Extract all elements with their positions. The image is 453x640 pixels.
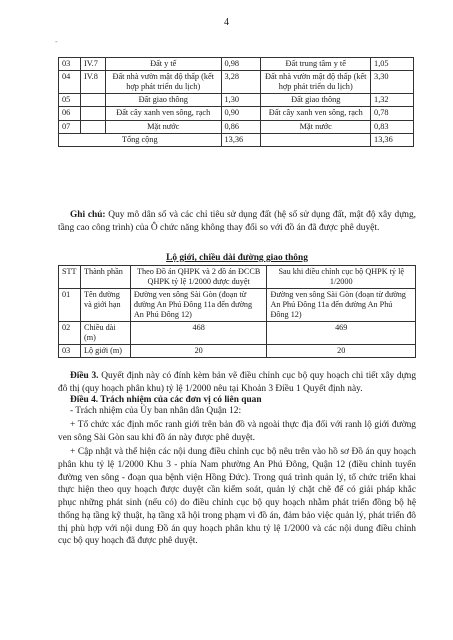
note-paragraph — [58, 209, 416, 235]
row-approved-name: Đất nhà vườn mật độ thấp (kết hợp phát triển du lịch) — [105, 71, 221, 94]
article-3-label: Điều 3. — [70, 371, 99, 381]
header-adjusted-plan: Sau khi điều chỉnh cục bộ QHPK tỷ lệ 1/2000 — [267, 266, 416, 289]
row-component: Lộ giới (m) — [80, 345, 130, 358]
row-adjusted-value: 1,32 — [371, 94, 414, 107]
row-approved-value: 468 — [130, 322, 267, 345]
road-table — [58, 265, 416, 358]
row-adjusted-value: 3,30 — [371, 71, 414, 94]
row-stt: 03 — [59, 345, 81, 358]
row-approved-value: 0,86 — [221, 120, 261, 133]
row-adjusted-value: 0,83 — [371, 120, 414, 133]
total-empty-cell — [261, 133, 371, 146]
header-approved-plan: Theo Đồ án QHPK và 2 đồ án ĐCCB QHPK tỷ lệ 1/2000 được duyệt — [130, 266, 267, 289]
table-row — [59, 289, 416, 322]
road-table-header-row — [59, 266, 416, 289]
row-stt: 02 — [59, 322, 81, 345]
row-approved-name: Đất giao thông — [105, 94, 221, 107]
row-adjusted-name: Đất giao thông — [261, 94, 371, 107]
road-section-title: Lộ giới, chiều dài đường giao thông — [166, 253, 308, 263]
row-stt: 04 — [59, 71, 81, 94]
land-use-table — [58, 57, 414, 147]
row-approved-name: Đất cây xanh ven sông, rạch — [105, 107, 221, 120]
row-adjusted-name: Đất nhà vườn mật độ thấp (kết hợp phát triển du lịch) — [261, 71, 371, 94]
row-adjusted-value: 1,05 — [371, 58, 414, 71]
table-row — [59, 58, 414, 71]
row-component: Tên đường và giới hạn — [80, 289, 130, 322]
row-adjusted-name: Đất cây xanh ven sông, rạch — [261, 107, 371, 120]
row-code: IV.7 — [80, 58, 105, 71]
row-approved-name: Mặt nước — [105, 120, 221, 133]
row-code — [80, 120, 105, 133]
row-adjusted-value: 469 — [267, 322, 416, 345]
row-adjusted-name: Đất trung tâm y tế — [261, 58, 371, 71]
row-code — [80, 107, 105, 120]
row-code — [80, 94, 105, 107]
row-approved-value: 0,90 — [221, 107, 261, 120]
note-label: Ghi chú: — [70, 210, 106, 220]
table-row — [59, 71, 414, 94]
row-approved-value: Đường ven sông Sài Gòn (đoạn từ đường An Phú Đông 11a đến đường An Phú Đông 12) — [130, 289, 267, 322]
article-4-item-1: - Trách nhiệm của Ủy ban nhân dân Quận 12: — [70, 406, 242, 416]
article-3-paragraph — [58, 370, 416, 396]
total-approved-value: 13,36 — [221, 133, 261, 146]
article-4-item-2: + Tổ chức xác định mốc ranh giới trên bản đồ và ngoài thực địa đối với ranh lộ giới đường ven sông Sài Gòn sau khi đồ án này được phê duyệt. — [58, 420, 416, 443]
row-stt: 05 — [59, 94, 81, 107]
row-adjusted-value: 0,78 — [371, 107, 414, 120]
row-stt: 07 — [59, 120, 81, 133]
row-approved-value: 0,98 — [221, 58, 261, 71]
row-adjusted-name: Mặt nước — [261, 120, 371, 133]
article-4-item-3: + Cập nhật và thể hiện các nội dung điều chỉnh cục bộ nêu trên vào hồ sơ Đồ án quy hoạch phân khu tỷ lệ 1/2000 Khu 3 - phía Nam phường An Phú Đông, Quận 12 (điều chỉnh tuyến đường ven sông - đoạn qua bệnh viện Hồng Đức). Trong quá trình quản lý, tổ chức triển khai thực hiện theo quy hoạch được duyệt cần kiểm soát, quản lý chặt chẽ để có giải pháp khắc phục những phát sinh (nếu có) do điều chỉnh cục bộ quy hoạch nhằm phát triển đồng bộ hệ thống hạ tầng kỹ thuật, hạ tầng xã hội trong phạm vi đồ án, đảm bảo việc quản lý, phát triển đô thị phù hợp với nội dung Đồ án quy hoạch phân khu tỷ lệ 1/2000 và các nội dung điều chỉnh cục bộ quy hoạch đã được phê duyệt. — [58, 447, 416, 547]
row-component: Chiều dài (m) — [80, 322, 130, 345]
row-stt: 03 — [59, 58, 81, 71]
table-row — [59, 345, 416, 358]
land-use-table-body — [59, 58, 414, 147]
row-adjusted-value: 20 — [267, 345, 416, 358]
table-total-row — [59, 133, 414, 146]
table-row — [59, 107, 414, 120]
row-stt: 06 — [59, 107, 81, 120]
total-label: Tổng cộng — [59, 133, 222, 146]
table-row — [59, 94, 414, 107]
table-row — [59, 120, 414, 133]
page-number: 4 — [224, 17, 229, 28]
header-component: Thành phần — [80, 266, 130, 289]
table-row — [59, 322, 416, 345]
scan-mark: - — [55, 37, 58, 46]
row-approved-value: 1,30 — [221, 94, 261, 107]
article-3-text: Quyết định này có đính kèm bản vẽ điều chỉnh cục bộ quy hoạch chi tiết xây dựng đô thị (quy hoạch phân khu) tỷ lệ 1/2000 nêu tại Khoản 3 Điều 1 Quyết định này. — [58, 371, 417, 394]
row-approved-name: Đất y tế — [105, 58, 221, 71]
header-stt: STT — [59, 266, 81, 289]
row-code: IV.8 — [80, 71, 105, 94]
row-approved-value: 3,28 — [221, 71, 261, 94]
row-stt: 01 — [59, 289, 81, 322]
row-adjusted-value: Đường ven sông Sài Gòn (đoạn từ đường An Phú Đông 11a đến đường An Phú Đông 12) — [267, 289, 416, 322]
total-adjusted-value: 13,36 — [371, 133, 414, 146]
row-approved-value: 20 — [130, 345, 267, 358]
article-4-heading-text: Điều 4. Trách nhiệm của các đơn vị có liên quan — [70, 395, 262, 405]
note-text: Quy mô dân số và các chỉ tiêu sử dụng đất (hệ số sử dụng đất, mật độ xây dựng, tầng cao công trình) của Ô chức năng không thay đổi so với đồ án đã được phê duyệt. — [58, 210, 417, 233]
